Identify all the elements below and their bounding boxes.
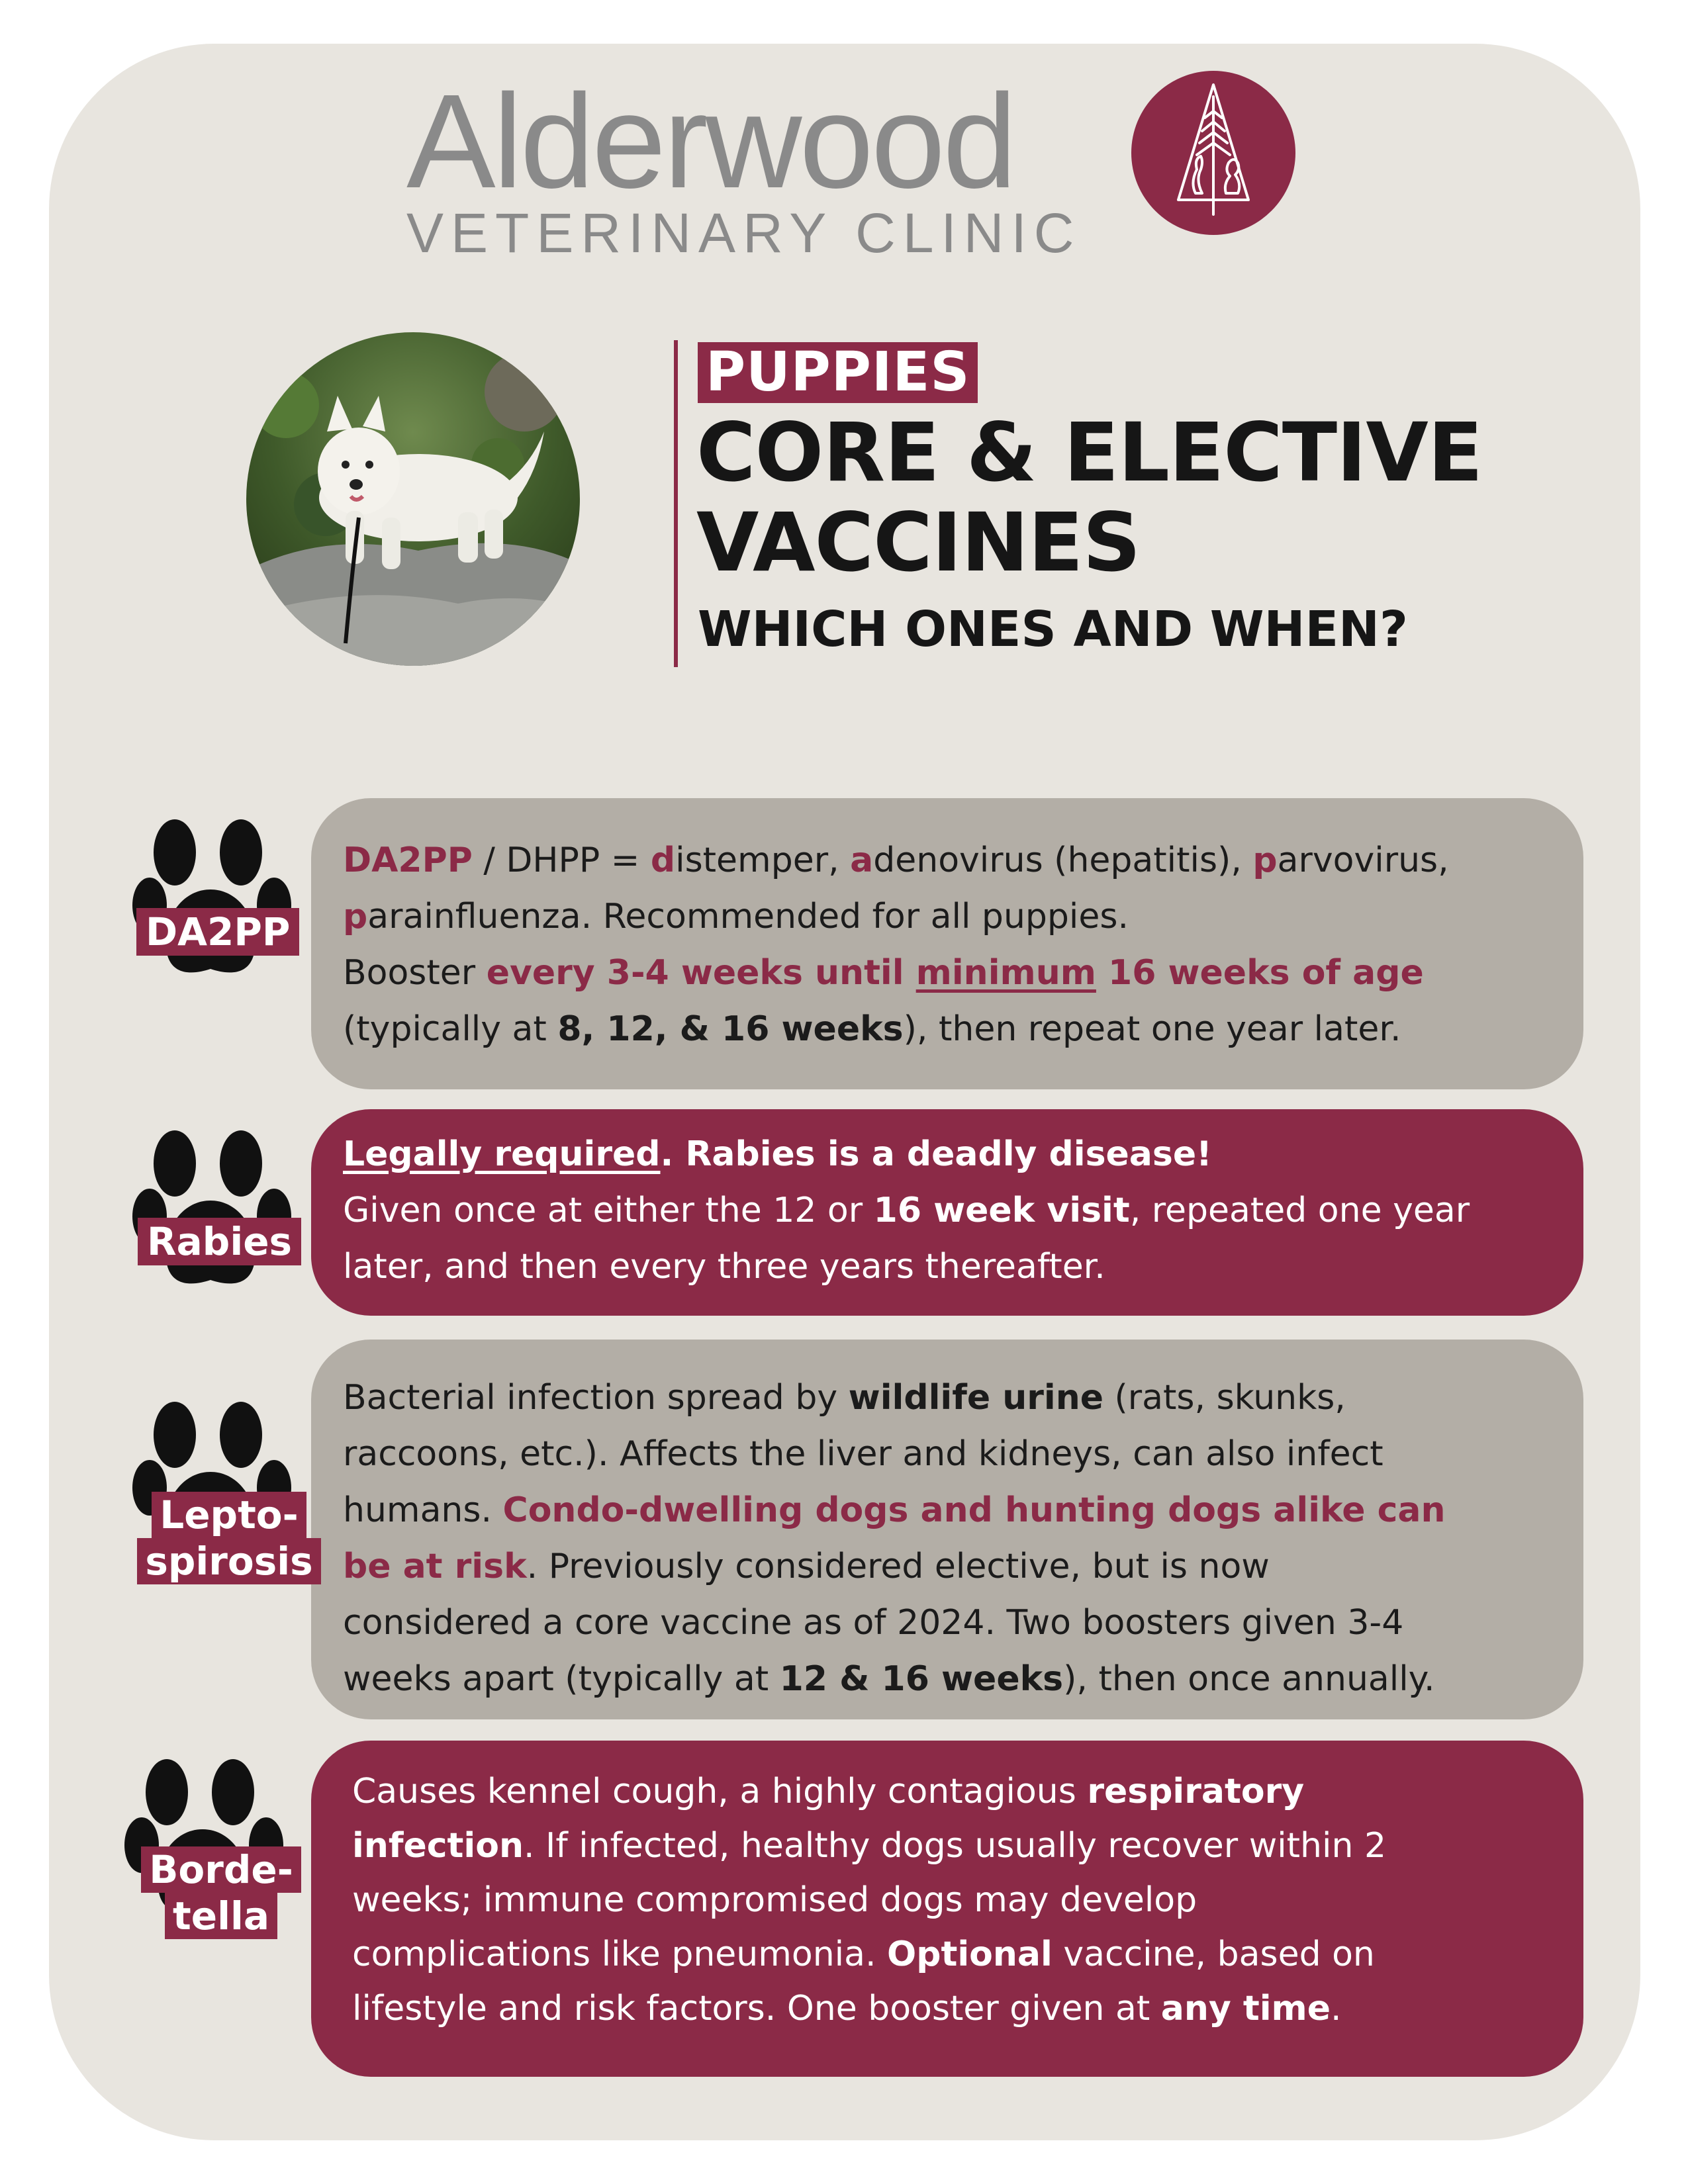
paw-print-icon <box>131 1122 298 1301</box>
brand-subtitle: VETERINARY CLINIC <box>406 202 1082 264</box>
bordetella-label: Borde- tella <box>117 1846 326 1939</box>
brand-name: Alderwood <box>406 66 1015 216</box>
rabies-label: Rabies <box>138 1218 301 1265</box>
clinic-brand <box>406 66 1121 265</box>
leptospirosis-description: Bacterial infection spread by wildlife urine (rats, skunks, raccoons, etc.). Affects the liver and kidneys, can also infect humans. Condo-dwelling dogs and hunting dogs alike can be at risk. Previously considered elective, but is now considered a core vaccine as of 2024. Two boosters given 3-4 weeks apart (typically at 12 & 16 weeks), then once annually. <box>343 1378 1446 1699</box>
audience-tag: PUPPIES <box>698 342 978 403</box>
bordetella-info-box <box>311 1741 1583 2077</box>
leptospirosis-info-box <box>311 1340 1583 1719</box>
page-title <box>696 408 1482 588</box>
da2pp-description: DA2PP / DHPP = distemper, adenovirus (hepatitis), parvovirus, parainfluenza. Recommended for all puppies. Booster every 3-4 weeks until minimum 16 weeks of age (typically at 8, 12, & 16 weeks), then repeat one year later. <box>343 841 1449 1049</box>
paw-print-icon <box>131 811 298 990</box>
da2pp-label: DA2PP <box>136 908 299 956</box>
white-terrier-dog-photo <box>246 332 580 666</box>
title-line-2: VACCINES <box>696 496 1141 590</box>
da2pp-info-box <box>311 798 1583 1089</box>
bordetella-description: Causes kennel cough, a highly contagious respiratory infection. If infected, healthy dogs usually recover within 2 weeks; immune compromised dogs may develop complications like pneumonia. Optional vaccine, based on lifestyle and risk factors. One booster given at any time. <box>352 1772 1387 2028</box>
title-line-1: CORE & ELECTIVE <box>696 406 1483 500</box>
tree-with-pets-icon <box>1131 70 1296 236</box>
page-subtitle: WHICH ONES AND WHEN? <box>698 601 1408 658</box>
rabies-info-box <box>311 1109 1583 1316</box>
leptospirosis-label: Lepto- spirosis <box>124 1492 334 1584</box>
title-accent-rule <box>674 340 678 667</box>
rabies-description: Legally required. Rabies is a deadly disease! Given once at either the 12 or 16 week visit, repeated one year later, and then every three years thereafter. <box>343 1134 1470 1287</box>
